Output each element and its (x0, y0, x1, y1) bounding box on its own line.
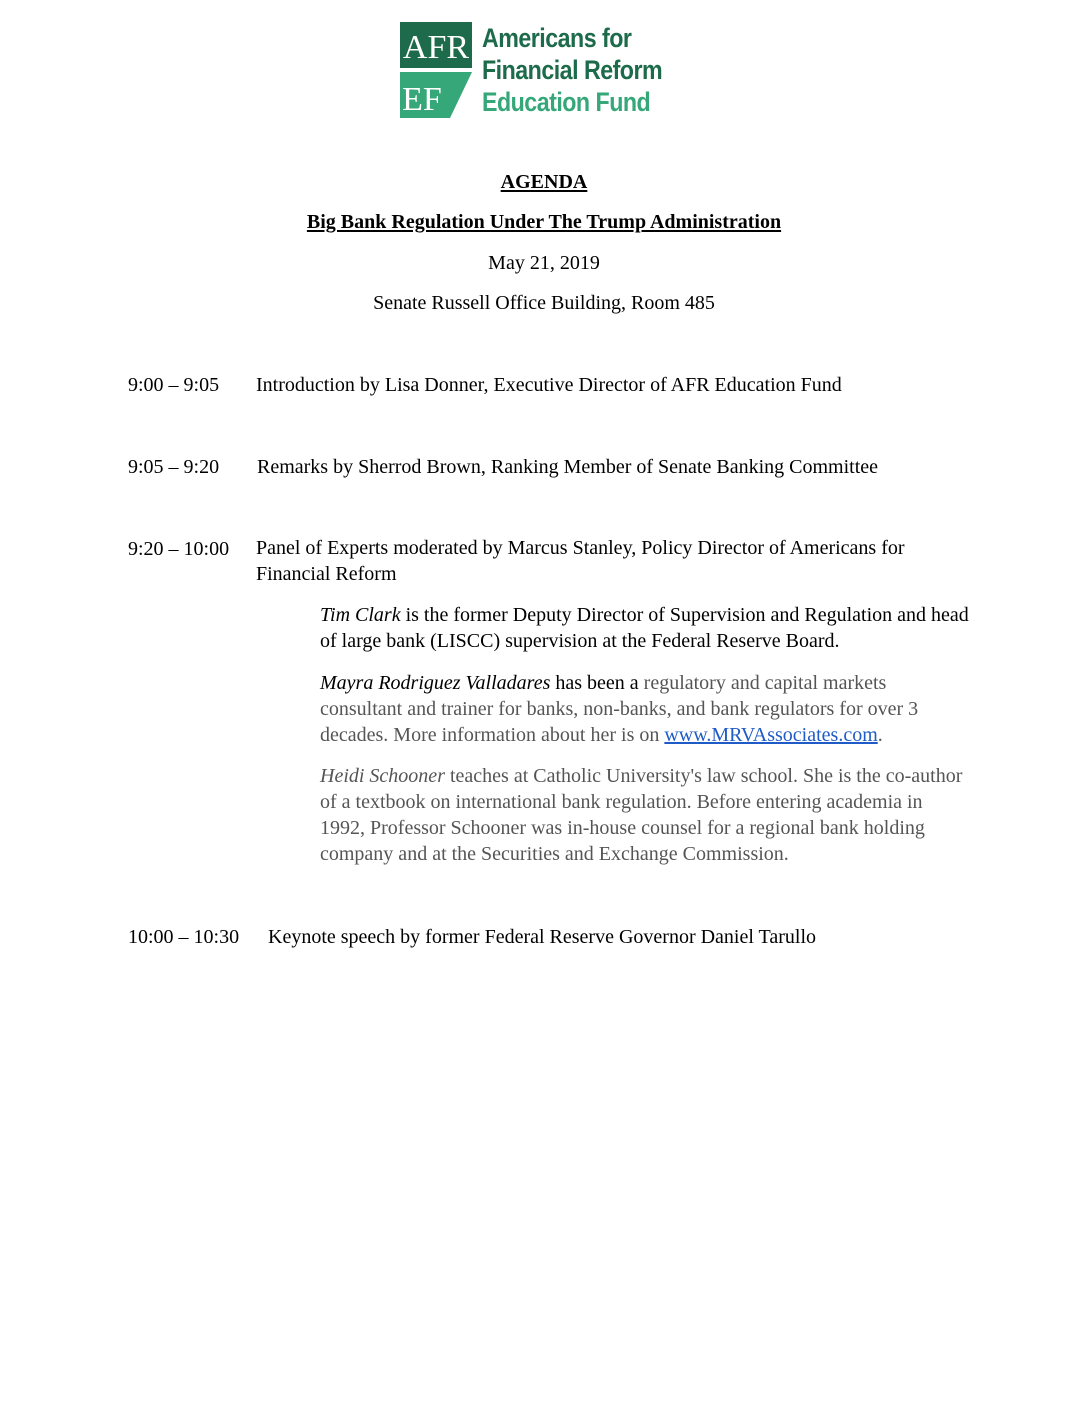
panelist-bio-heidi-schooner (320, 763, 970, 867)
agenda-item-4: Keynote speech by former Federal Reserve Governor Daniel Tarullo (268, 926, 817, 948)
agenda-time-2: 9:05 – 9:20 (128, 456, 220, 478)
agenda-item-3: Panel of Experts moderated by Marcus Stanley, Policy Director of Americans for Financial Reform (256, 537, 905, 585)
agenda-time-3: 9:20 – 10:00 (128, 538, 230, 560)
panelist-bio-mayra-rodriguez-valladares (320, 670, 970, 748)
panelist-name: Heidi Schooner (320, 765, 445, 787)
agenda-item-2: Remarks by Sherrod Brown, Ranking Member of Senate Banking Committee (257, 456, 879, 478)
agenda-time-1: 9:00 – 9:05 (128, 374, 220, 396)
event-date: May 21, 2019 (488, 252, 600, 274)
panelist-bio-text: teaches at Catholic University's law school. She is the co-author of a textbook on international bank regulation. Before entering academia in 1992, Professor Schooner was in-house counsel for a regional bank holding company and at the Securities and Exchange Commission. (320, 765, 963, 865)
logo-line-1: Americans for (482, 23, 632, 53)
panelist-name: Mayra Rodriguez Valladares (320, 672, 551, 694)
afr-logo (400, 22, 690, 122)
mrv-associates-link[interactable]: www.MRVAssociates.com (664, 724, 878, 746)
event-title: Big Bank Regulation Under The Trump Administration (306, 211, 782, 233)
panelist-bio-end: . (877, 724, 883, 746)
panelist-name: Tim Clark (320, 604, 401, 626)
panelist-bio-tim-clark (320, 602, 970, 654)
agenda-heading: AGENDA (500, 171, 588, 193)
panelist-bio-text: is the former Deputy Director of Supervision and Regulation and head of large bank (LISCC) supervision at the Federal Reserve Board. (320, 604, 969, 652)
logo-mark-bottom: EF (402, 81, 442, 118)
logo-line-2: Financial Reform (482, 55, 663, 85)
panelist-bio-text: regulatory and capital markets consultant and trainer for banks, non-banks, and bank regulators for over 3 decades. More information about her is on (320, 672, 919, 746)
logo-mark-top: AFR (402, 29, 470, 66)
logo-line-3: Education Fund (482, 87, 651, 117)
agenda-item-1: Introduction by Lisa Donner, Executive Director of AFR Education Fund (256, 374, 842, 396)
logo-wordmark (482, 22, 662, 118)
agenda-time-4: 10:00 – 10:30 (128, 926, 240, 948)
afr-ef-logo-mark (400, 22, 472, 118)
panelist-bio-lead: has been a (550, 672, 644, 694)
event-location: Senate Russell Office Building, Room 485 (373, 292, 715, 314)
